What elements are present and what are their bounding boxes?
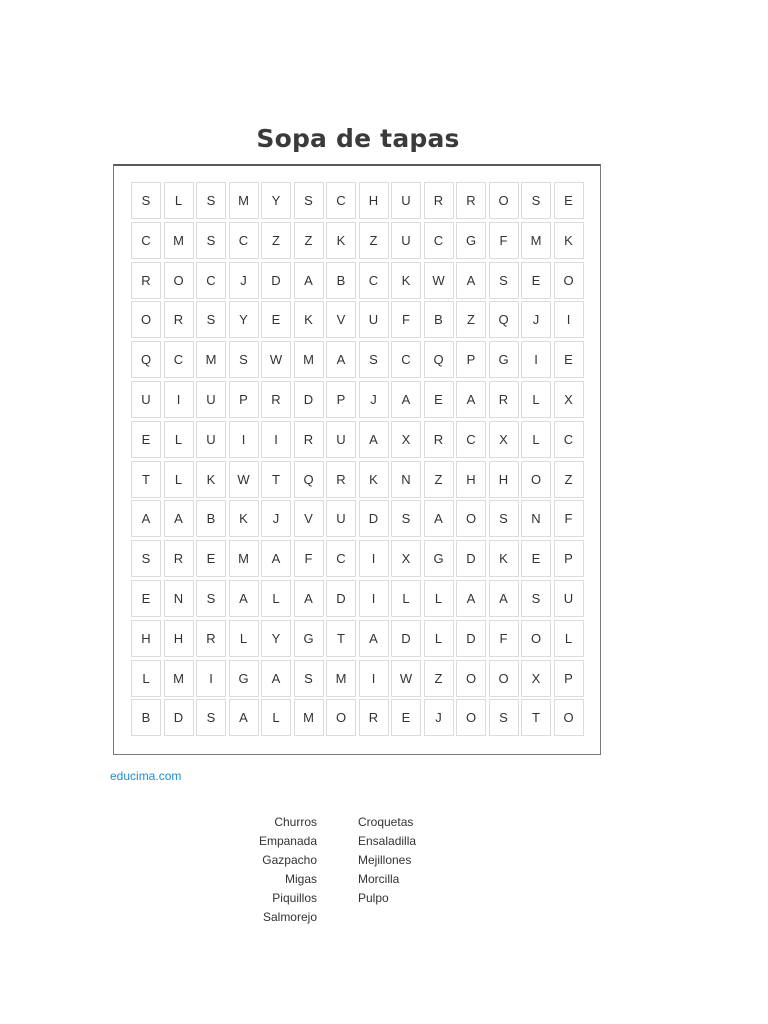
grid-cell[interactable]: L [131, 660, 161, 697]
grid-cell[interactable]: L [521, 421, 551, 458]
grid-cell[interactable]: M [164, 222, 194, 259]
grid-cell[interactable]: C [456, 421, 486, 458]
grid-cell[interactable]: U [359, 301, 389, 338]
grid-cell[interactable]: F [489, 620, 519, 657]
grid-cell[interactable]: O [164, 262, 194, 299]
grid-cell[interactable]: O [489, 182, 519, 219]
grid-cell[interactable]: A [229, 580, 259, 617]
grid-cell[interactable]: D [164, 699, 194, 736]
grid-cell[interactable]: E [131, 421, 161, 458]
grid-cell[interactable]: N [391, 461, 421, 498]
grid-cell[interactable]: S [489, 500, 519, 537]
word-item: Piquillos [272, 891, 317, 905]
grid-cell[interactable]: C [229, 222, 259, 259]
grid-cell[interactable]: S [196, 222, 226, 259]
grid-cell[interactable]: L [554, 620, 584, 657]
grid-cell[interactable]: V [326, 301, 356, 338]
grid-cell[interactable]: S [229, 341, 259, 378]
grid-cell[interactable]: K [489, 540, 519, 577]
grid-cell[interactable]: B [196, 500, 226, 537]
grid-cell[interactable]: B [131, 699, 161, 736]
grid-cell[interactable]: V [294, 500, 324, 537]
grid-cell[interactable]: K [196, 461, 226, 498]
grid-cell[interactable]: L [164, 461, 194, 498]
grid-cell[interactable]: R [131, 262, 161, 299]
grid-cell[interactable]: A [489, 580, 519, 617]
grid-cell[interactable]: O [554, 262, 584, 299]
grid-cell[interactable]: M [294, 699, 324, 736]
grid-cell[interactable]: P [554, 660, 584, 697]
grid-cell[interactable]: M [164, 660, 194, 697]
grid-cell[interactable]: L [261, 699, 291, 736]
grid-cell[interactable]: W [229, 461, 259, 498]
grid-cell[interactable]: C [554, 421, 584, 458]
grid-cell[interactable]: L [164, 182, 194, 219]
grid-cell[interactable]: U [391, 182, 421, 219]
grid-cell[interactable]: L [229, 620, 259, 657]
grid-cell[interactable]: W [424, 262, 454, 299]
grid-cell[interactable]: X [391, 540, 421, 577]
grid-cell[interactable]: L [261, 580, 291, 617]
grid-cell[interactable]: S [521, 182, 551, 219]
grid-cell[interactable]: G [294, 620, 324, 657]
grid-cell[interactable]: T [326, 620, 356, 657]
grid-cell[interactable]: N [164, 580, 194, 617]
grid-cell[interactable]: S [196, 699, 226, 736]
grid-cell[interactable]: E [131, 580, 161, 617]
grid-cell[interactable]: P [326, 381, 356, 418]
grid-cell[interactable]: R [261, 381, 291, 418]
grid-cell[interactable]: U [131, 381, 161, 418]
grid-cell[interactable]: G [456, 222, 486, 259]
grid-cell[interactable]: Z [554, 461, 584, 498]
grid-cell[interactable]: R [326, 461, 356, 498]
grid-cell[interactable]: B [424, 301, 454, 338]
grid-cell[interactable]: C [131, 222, 161, 259]
grid-cell[interactable]: X [489, 421, 519, 458]
grid-cell[interactable]: E [261, 301, 291, 338]
grid-cell[interactable]: H [456, 461, 486, 498]
word-item: Croquetas [358, 815, 414, 829]
grid-cell[interactable]: R [359, 699, 389, 736]
grid-cell[interactable]: X [554, 381, 584, 418]
grid-cell[interactable]: F [391, 301, 421, 338]
word-item: Salmorejo [262, 910, 317, 924]
grid-cell[interactable]: S [196, 301, 226, 338]
grid-cell[interactable]: A [456, 381, 486, 418]
grid-cell[interactable]: R [164, 540, 194, 577]
source-link[interactable]: educima.com [110, 769, 182, 783]
grid-cell[interactable]: Z [359, 222, 389, 259]
grid-cell[interactable]: P [554, 540, 584, 577]
grid-cell[interactable]: Q [424, 341, 454, 378]
grid-cell[interactable]: M [326, 660, 356, 697]
grid-cell[interactable]: O [521, 620, 551, 657]
grid-cell[interactable]: E [554, 341, 584, 378]
grid-cell[interactable]: L [424, 620, 454, 657]
grid-cell[interactable]: U [196, 381, 226, 418]
grid-cell[interactable]: E [521, 262, 551, 299]
grid-cell[interactable]: U [326, 421, 356, 458]
grid-cell[interactable]: W [261, 341, 291, 378]
grid-cell[interactable]: B [326, 262, 356, 299]
grid-cell[interactable]: K [391, 262, 421, 299]
grid-cell[interactable]: C [196, 262, 226, 299]
grid-cell[interactable]: O [326, 699, 356, 736]
grid-cell[interactable]: M [229, 540, 259, 577]
grid-cell[interactable]: S [196, 182, 226, 219]
grid-cell[interactable]: R [294, 421, 324, 458]
grid-cell[interactable]: E [521, 540, 551, 577]
grid-cell[interactable]: D [294, 381, 324, 418]
grid-cell[interactable]: I [229, 421, 259, 458]
grid-cell[interactable]: Q [131, 341, 161, 378]
grid-cell[interactable]: J [229, 262, 259, 299]
grid-cell[interactable]: R [164, 301, 194, 338]
grid-cell[interactable]: Z [424, 461, 454, 498]
grid-cell[interactable]: A [359, 620, 389, 657]
grid-cell[interactable]: D [326, 580, 356, 617]
grid-cell[interactable]: D [391, 620, 421, 657]
grid-cell[interactable]: M [294, 341, 324, 378]
grid-cell[interactable]: Q [294, 461, 324, 498]
grid-cell[interactable]: L [164, 421, 194, 458]
grid-cell[interactable]: K [359, 461, 389, 498]
grid-cell[interactable]: C [424, 222, 454, 259]
grid-cell[interactable]: I [554, 301, 584, 338]
page-title: Sopa de tapas [256, 124, 460, 153]
grid-cell[interactable]: S [391, 500, 421, 537]
grid-cell[interactable]: J [261, 500, 291, 537]
word-list-right [358, 813, 416, 908]
grid-cell[interactable]: N [521, 500, 551, 537]
grid-cell[interactable]: A [131, 500, 161, 537]
grid-cell[interactable]: H [131, 620, 161, 657]
grid-cell[interactable]: P [229, 381, 259, 418]
grid-cell[interactable]: M [229, 182, 259, 219]
grid-cell[interactable]: S [521, 580, 551, 617]
grid-cell[interactable]: D [359, 500, 389, 537]
grid-cell[interactable]: X [391, 421, 421, 458]
grid-cell[interactable]: O [554, 699, 584, 736]
grid-cell[interactable]: D [456, 620, 486, 657]
word-item: Migas [284, 872, 317, 886]
grid-cell[interactable]: E [196, 540, 226, 577]
grid-cell[interactable]: O [456, 500, 486, 537]
grid-cell[interactable]: G [424, 540, 454, 577]
grid-cell[interactable]: D [261, 262, 291, 299]
grid-cell[interactable]: S [131, 540, 161, 577]
grid-cell[interactable]: R [196, 620, 226, 657]
grid-cell[interactable]: A [456, 580, 486, 617]
grid-cell[interactable]: C [326, 182, 356, 219]
grid-cell[interactable]: C [326, 540, 356, 577]
grid-cell[interactable]: C [359, 262, 389, 299]
grid-cell[interactable]: A [359, 421, 389, 458]
grid-cell[interactable]: Y [261, 182, 291, 219]
grid-cell[interactable]: A [294, 580, 324, 617]
grid-cell[interactable]: A [391, 381, 421, 418]
word-list-left [230, 813, 317, 927]
grid-cell[interactable]: C [164, 341, 194, 378]
word-item: Ensaladilla [358, 834, 417, 848]
grid-cell[interactable]: O [456, 699, 486, 736]
word-item: Churros [274, 815, 317, 829]
grid-cell[interactable]: K [294, 301, 324, 338]
grid-cell[interactable]: T [131, 461, 161, 498]
grid-cell[interactable]: M [521, 222, 551, 259]
grid-cell[interactable]: T [521, 699, 551, 736]
letter-grid [131, 182, 584, 736]
grid-cell[interactable]: E [391, 699, 421, 736]
grid-cell[interactable]: R [489, 381, 519, 418]
grid-cell[interactable]: O [456, 660, 486, 697]
grid-cell[interactable]: I [359, 540, 389, 577]
grid-cell[interactable]: U [326, 500, 356, 537]
grid-cell[interactable]: J [521, 301, 551, 338]
grid-cell[interactable]: T [261, 461, 291, 498]
grid-cell[interactable]: O [131, 301, 161, 338]
grid-cell[interactable]: S [359, 341, 389, 378]
grid-cell[interactable]: L [424, 580, 454, 617]
grid-cell[interactable]: A [424, 500, 454, 537]
grid-cell[interactable]: S [131, 182, 161, 219]
grid-cell[interactable]: O [521, 461, 551, 498]
grid-cell[interactable]: K [326, 222, 356, 259]
grid-cell[interactable]: K [554, 222, 584, 259]
grid-cell[interactable]: Q [489, 301, 519, 338]
grid-cell[interactable]: X [521, 660, 551, 697]
grid-cell[interactable]: R [456, 182, 486, 219]
grid-cell[interactable]: W [391, 660, 421, 697]
grid-cell[interactable]: Z [294, 222, 324, 259]
grid-cell[interactable]: I [521, 341, 551, 378]
grid-cell[interactable]: I [359, 580, 389, 617]
grid-cell[interactable]: R [424, 421, 454, 458]
grid-cell[interactable]: S [196, 580, 226, 617]
grid-cell[interactable]: H [359, 182, 389, 219]
grid-cell[interactable]: A [456, 262, 486, 299]
grid-cell[interactable]: C [391, 341, 421, 378]
grid-cell[interactable]: F [294, 540, 324, 577]
grid-cell[interactable]: A [164, 500, 194, 537]
grid-cell[interactable]: L [391, 580, 421, 617]
grid-cell[interactable]: A [261, 660, 291, 697]
grid-cell[interactable]: U [391, 222, 421, 259]
word-item: Morcilla [358, 872, 400, 886]
grid-cell[interactable]: G [489, 341, 519, 378]
word-item: Pulpo [358, 891, 389, 905]
grid-cell[interactable]: A [261, 540, 291, 577]
grid-cell[interactable]: A [294, 262, 324, 299]
grid-cell[interactable]: M [196, 341, 226, 378]
grid-cell[interactable]: S [489, 699, 519, 736]
grid-cell[interactable]: E [554, 182, 584, 219]
grid-cell[interactable]: D [456, 540, 486, 577]
grid-cell[interactable]: G [229, 660, 259, 697]
grid-cell[interactable]: Y [229, 301, 259, 338]
grid-cell[interactable]: Z [424, 660, 454, 697]
grid-cell[interactable]: I [164, 381, 194, 418]
grid-cell[interactable]: S [489, 262, 519, 299]
grid-cell[interactable]: O [489, 660, 519, 697]
grid-cell[interactable]: A [326, 341, 356, 378]
grid-cell[interactable]: J [424, 699, 454, 736]
grid-cell[interactable]: P [456, 341, 486, 378]
grid-cell[interactable]: Y [261, 620, 291, 657]
grid-cell[interactable]: J [359, 381, 389, 418]
grid-cell[interactable]: Z [261, 222, 291, 259]
grid-cell[interactable]: S [294, 182, 324, 219]
word-item: Empanada [258, 834, 317, 848]
grid-cell[interactable]: I [359, 660, 389, 697]
grid-cell[interactable]: Z [456, 301, 486, 338]
grid-cell[interactable]: A [229, 699, 259, 736]
grid-cell[interactable]: K [229, 500, 259, 537]
grid-cell[interactable]: F [489, 222, 519, 259]
grid-cell[interactable]: R [424, 182, 454, 219]
grid-cell[interactable]: E [424, 381, 454, 418]
grid-cell[interactable]: L [521, 381, 551, 418]
grid-cell[interactable]: I [196, 660, 226, 697]
grid-cell[interactable]: H [489, 461, 519, 498]
grid-cell[interactable]: U [196, 421, 226, 458]
grid-cell[interactable]: S [294, 660, 324, 697]
grid-cell[interactable]: I [261, 421, 291, 458]
word-item: Mejillones [358, 853, 412, 867]
grid-cell[interactable]: H [164, 620, 194, 657]
grid-cell[interactable]: U [554, 580, 584, 617]
word-item: Gazpacho [262, 853, 317, 867]
grid-cell[interactable]: F [554, 500, 584, 537]
